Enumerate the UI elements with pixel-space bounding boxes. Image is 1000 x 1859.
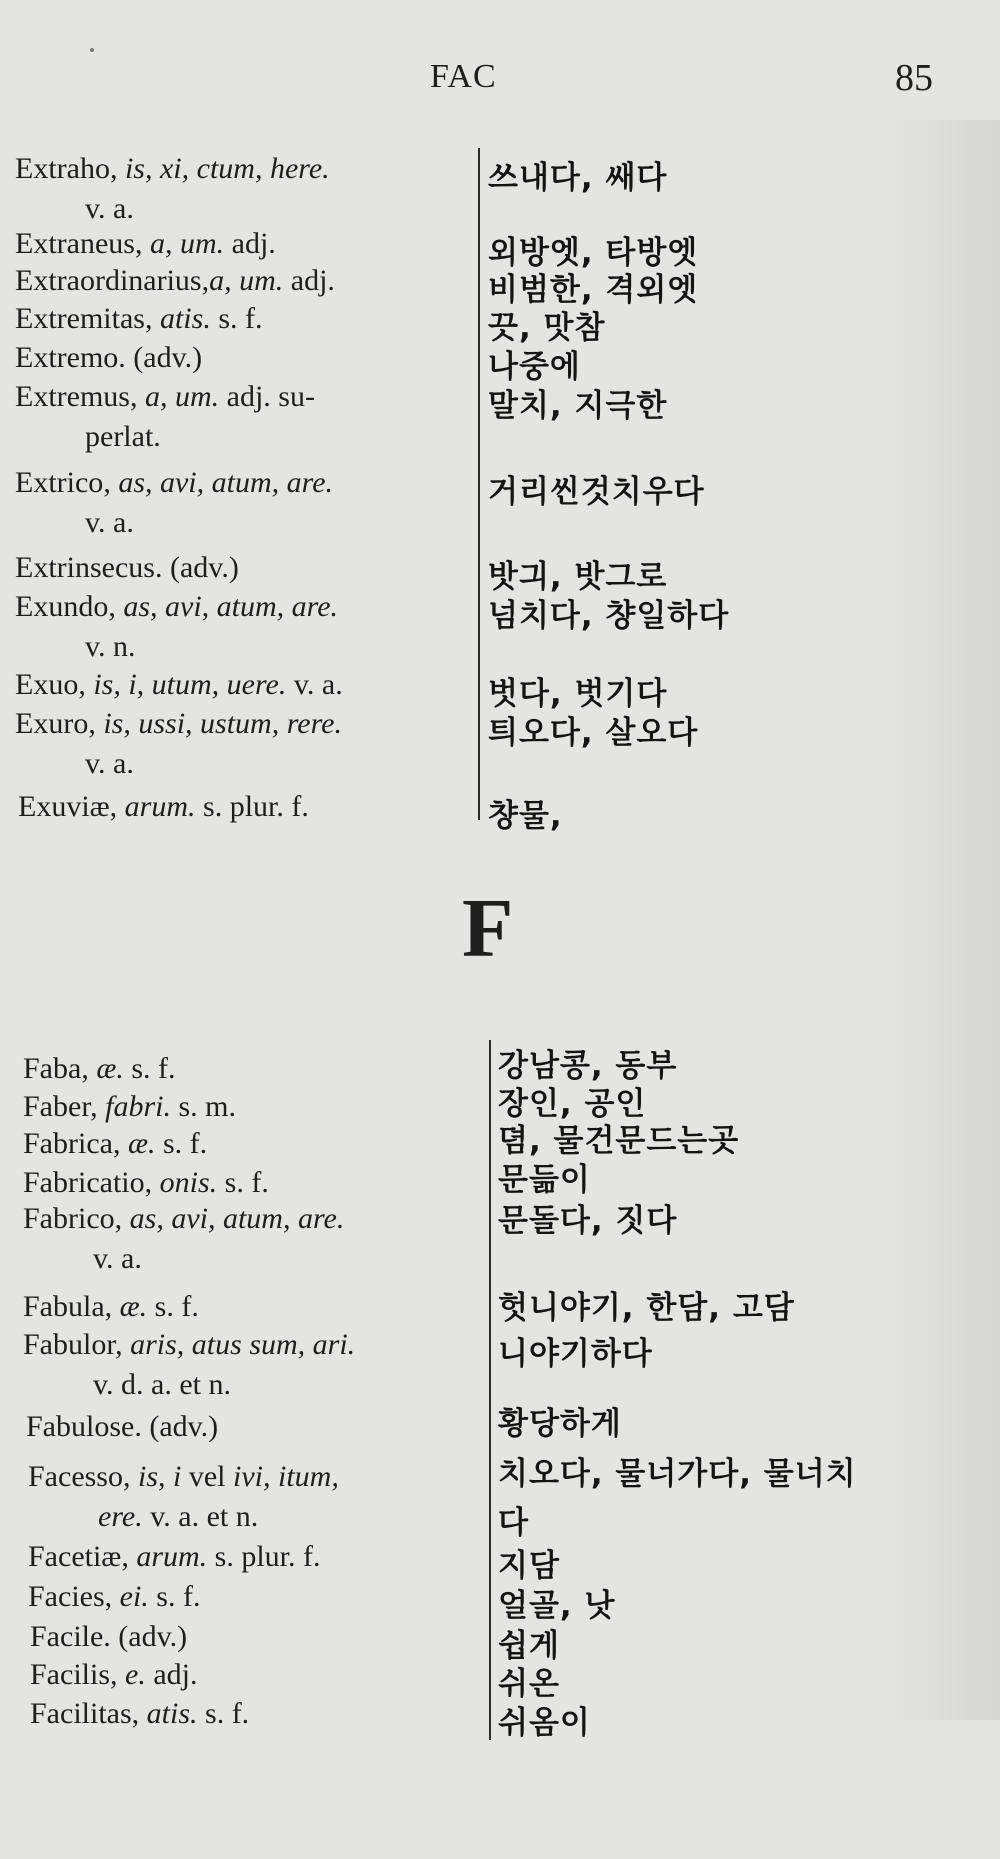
page-number: 85	[895, 57, 933, 99]
latin-headword: Fabrico, as, avi, atum, are. v. a.	[23, 1202, 345, 1275]
gloss-text: 틔오다, 살오다	[488, 715, 699, 751]
inflection: is, ussi, ustum, rere.	[103, 707, 342, 740]
latin-headword: Facesso, is, i vel ivi, itum, ere. v. a. et n.	[28, 1460, 339, 1533]
gloss-text: 헛니야기, 한담, 고담	[498, 1290, 795, 1326]
inflection: ere.	[98, 1500, 143, 1533]
gloss-text: 황당하게	[498, 1406, 622, 1442]
inflection: as, avi, atum, are.	[123, 590, 339, 623]
korean-gloss	[488, 590, 729, 635]
gloss-text: 외방엣, 타방엣	[488, 235, 699, 271]
korean-gloss	[498, 1154, 591, 1199]
inflection: as, avi, atum, are.	[118, 466, 334, 499]
grammar-tag: s. f.	[205, 1697, 250, 1730]
grammar-tag: v. n.	[85, 630, 136, 663]
korean-gloss	[498, 1328, 653, 1373]
lemma: Faba	[23, 1052, 82, 1085]
grammar-tag: v. a. et n.	[150, 1500, 259, 1533]
latin-headword: Extremus, a, um. adj. su- perlat.	[15, 380, 315, 453]
continuation-line	[85, 747, 342, 781]
lemma: Facetiæ	[28, 1540, 122, 1573]
gloss-text: 장인, 공인	[498, 1086, 647, 1122]
continuation-line	[93, 1368, 355, 1402]
gloss-text: 쓰내다, 쌔다	[488, 160, 668, 196]
latin-headword: Faber, fabri. s. m.	[23, 1090, 236, 1123]
lemma: Exuro	[15, 707, 89, 740]
gloss-text: 거리씬것치우다	[488, 474, 705, 510]
section-letter: F	[462, 882, 514, 975]
lemma: Facesso	[28, 1460, 123, 1493]
grammar-tag: s. m.	[178, 1090, 236, 1123]
lemma: Extremo. (adv.)	[15, 341, 203, 374]
korean-gloss	[498, 1580, 615, 1625]
grammar-tag: adj.	[153, 1658, 198, 1691]
latin-headword: Extraho, is, xi, ctum, here. v. a.	[15, 152, 330, 225]
inflection: is, i, utum, uere.	[93, 668, 287, 701]
korean-gloss	[498, 1540, 560, 1585]
inflection: a, um.	[209, 264, 284, 297]
latin-headword	[15, 341, 202, 375]
grammar-tag: v. a.	[293, 668, 343, 701]
lemma: Exuviæ	[18, 790, 110, 823]
latin-headword	[15, 264, 335, 298]
latin-headword: Exuo, is, i, utum, uere. v. a.	[15, 668, 343, 701]
lemma: Extraho	[15, 152, 110, 185]
inflection: as, avi, atum, are.	[129, 1202, 345, 1235]
latin-headword: Exuviæ, arum. s. plur. f.	[18, 790, 309, 823]
gloss-text: 나중에	[488, 349, 581, 385]
gloss-text: 비범한, 격외엣	[488, 272, 699, 308]
latin-headword: Fabrica, æ. s. f.	[23, 1127, 208, 1160]
grammar-tag: v. a.	[85, 747, 134, 780]
gloss-text: 말치, 지극한	[488, 388, 668, 424]
latin-headword: Faba, æ. s. f.	[23, 1052, 176, 1085]
lemma: Fabulose. (adv.)	[26, 1410, 219, 1443]
lemma: Facies	[28, 1580, 105, 1613]
continuation-line	[85, 420, 315, 454]
grammar-tag: adj. su-	[226, 380, 315, 413]
korean-gloss	[488, 380, 667, 425]
lemma: Fabricatio	[23, 1166, 145, 1199]
latin-headword: Facetiæ, arum. s. plur. f.	[28, 1540, 321, 1573]
korean-gloss	[488, 790, 563, 835]
lemma: Facile. (adv.)	[30, 1620, 188, 1653]
grammar-tag: s. f.	[224, 1166, 269, 1199]
latin-headword: Extrico, as, avi, atum, are. v. a.	[15, 466, 334, 539]
continuation-line	[85, 192, 330, 226]
inflection: arum.	[124, 790, 196, 823]
lemma: Extraneus	[15, 227, 135, 260]
grammar-tag: s. f.	[131, 1052, 176, 1085]
inflection: onis.	[159, 1166, 218, 1199]
gloss-text: 쉬온	[498, 1666, 560, 1702]
gloss-text: 벗다, 벗기다	[488, 676, 668, 712]
gloss-text: 강남콩, 동부	[498, 1048, 678, 1084]
lemma: Faber	[23, 1090, 91, 1123]
show-through-shadow	[880, 120, 1000, 1720]
lemma: Extremus	[15, 380, 130, 413]
inflection: e.	[125, 1658, 146, 1691]
latin-headword	[26, 1410, 218, 1444]
latin-headword: Facilis, e. adj.	[30, 1658, 198, 1691]
lemma: Facilis	[30, 1658, 110, 1691]
grammar-tag: v. a.	[85, 192, 134, 225]
korean-gloss	[488, 466, 705, 511]
gloss-continuation: 다	[498, 1505, 529, 1541]
latin-headword: Extraneus, a, um. adj.	[15, 227, 276, 260]
korean-gloss	[488, 707, 698, 752]
gloss-text: 넘치다, 챵일하다	[488, 598, 730, 634]
inflection: atis.	[159, 302, 211, 335]
gloss-text: 니야기하다	[498, 1336, 653, 1372]
grammar-tag: v. a.	[85, 506, 134, 539]
gloss-text: 끗, 맛참	[488, 310, 606, 346]
grammar-tag: s. f.	[162, 1127, 208, 1160]
continuation-line	[85, 506, 333, 540]
lemma: Exuo	[15, 668, 79, 701]
lemma: Extraordinarius,	[15, 264, 210, 297]
latin-headword: Facies, ei. s. f.	[28, 1580, 201, 1613]
lemma: Extremitas	[15, 302, 145, 335]
running-header: FAC	[430, 58, 497, 95]
inflection: arum.	[136, 1540, 208, 1573]
gloss-text: 챵물,	[488, 798, 563, 834]
lemma: Fabrico	[23, 1202, 115, 1235]
latin-headword: Exuro, is, ussi, ustum, rere. v. a.	[15, 707, 342, 780]
gloss-text: 밧긔, 밧그로	[488, 559, 668, 595]
conjunction: vel	[188, 1460, 226, 1493]
korean-gloss	[488, 152, 667, 197]
gloss-text: 문돌다, 짓다	[498, 1203, 678, 1239]
lemma: Facilitas	[30, 1697, 132, 1730]
korean-gloss	[498, 1448, 857, 1542]
grammar-tag: s. f.	[154, 1290, 199, 1323]
gloss-text: 쉽게	[498, 1628, 560, 1664]
latin-headword: Extremitas, atis. s. f.	[15, 302, 263, 335]
lemma: Extrico	[15, 466, 104, 499]
grammar-tag: s. plur. f.	[203, 790, 309, 823]
lemma: Extrinsecus. (adv.)	[15, 551, 239, 584]
gloss-text: 얼골, 낫	[498, 1588, 616, 1624]
grammar-tag: adj.	[290, 264, 335, 297]
gloss-text: 지담	[498, 1548, 560, 1584]
latin-headword	[15, 551, 239, 585]
latin-headword: Facilitas, atis. s. f.	[30, 1697, 250, 1730]
gloss-text: 치오다, 물너가다, 물너치	[498, 1456, 857, 1492]
inflection: a, um.	[149, 227, 225, 260]
latin-headword	[30, 1620, 187, 1654]
inflection: ivi, itum,	[233, 1460, 339, 1493]
inflection: is, i	[137, 1460, 182, 1493]
inflection: a, um.	[144, 380, 220, 413]
latin-headword: Exundo, as, avi, atum, are. v. n.	[15, 590, 339, 663]
latin-headword: Fabulor, aris, atus sum, ari. v. d. a. et n.	[23, 1328, 356, 1401]
lemma: Fabulor	[23, 1328, 116, 1361]
continuation-line	[98, 1500, 339, 1534]
grammar-tag: s. f.	[218, 302, 263, 335]
gloss-text: 문듦이	[498, 1162, 591, 1198]
inflection: æ.	[127, 1127, 156, 1160]
grammar-tag: v. d. a. et n.	[93, 1368, 232, 1401]
grammar-tag: s. plur. f.	[214, 1540, 321, 1573]
inflection: æ.	[119, 1290, 148, 1323]
korean-gloss	[498, 1697, 591, 1742]
lemma: Fabula	[23, 1290, 105, 1323]
latin-headword: Fabricatio, onis. s. f.	[23, 1166, 269, 1199]
korean-gloss	[498, 1398, 622, 1443]
column-rule-top	[478, 148, 480, 820]
inflection: ei.	[119, 1580, 149, 1613]
ink-speck	[90, 48, 94, 52]
column-rule-bottom	[489, 1040, 491, 1740]
grammar-tag: s. f.	[156, 1580, 201, 1613]
latin-headword: Fabula, æ. s. f.	[23, 1290, 199, 1323]
korean-gloss	[498, 1282, 795, 1327]
gloss-text: 뎜, 물건문드는곳	[498, 1123, 740, 1159]
continuation-line	[93, 1242, 344, 1276]
inflection: fabri.	[105, 1090, 171, 1123]
grammar-tag: v. a.	[93, 1242, 142, 1275]
lemma: Fabrica	[23, 1127, 113, 1160]
lemma: Exundo	[15, 590, 109, 623]
inflection: aris, atus sum, ari.	[130, 1328, 356, 1361]
continuation-line	[85, 630, 338, 664]
grammar-tag: adj.	[231, 227, 276, 260]
inflection: æ.	[96, 1052, 124, 1085]
korean-gloss	[498, 1195, 677, 1240]
inflection: is, xi, ctum, here.	[124, 152, 330, 185]
grammar-tag: perlat.	[85, 420, 161, 453]
inflection: atis.	[146, 1697, 198, 1730]
gloss-text: 쉬옴이	[498, 1705, 591, 1741]
